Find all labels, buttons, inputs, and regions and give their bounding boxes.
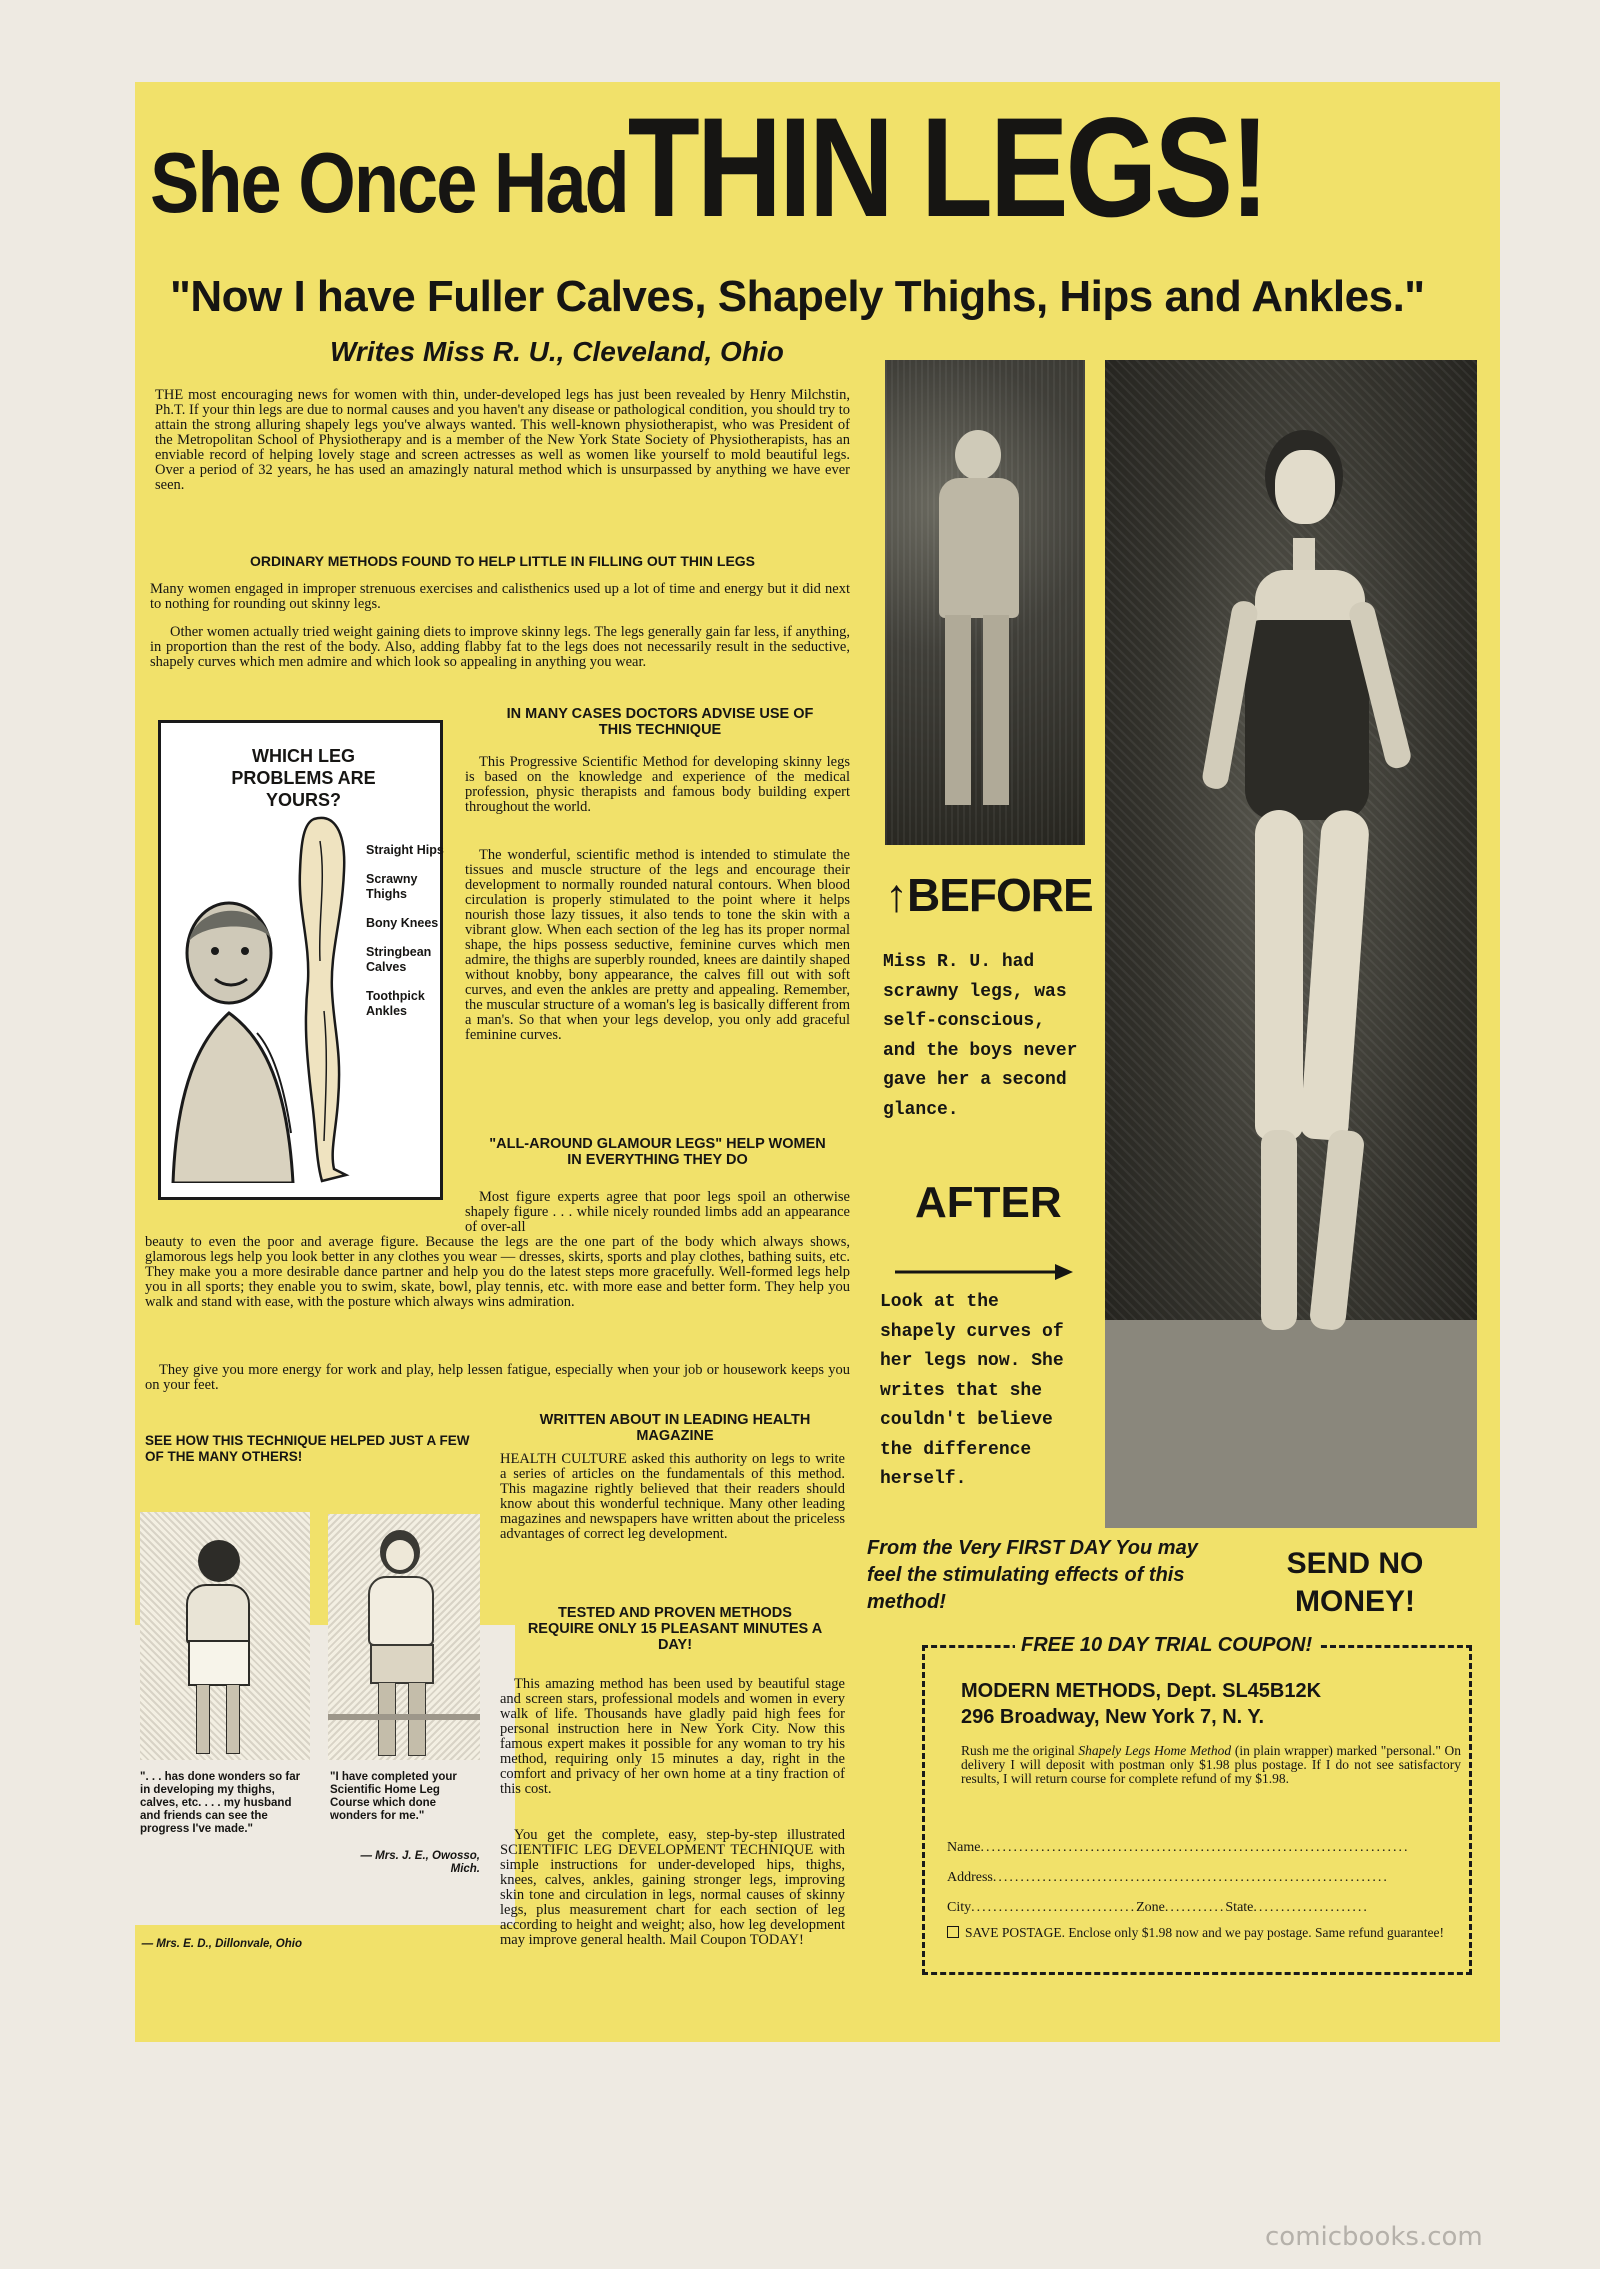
before-description: Miss R. U. had scrawny legs, was self-conscious, and the boys never gave her a second glance. <box>883 952 1078 1120</box>
coupon-text-start: Rush me the original <box>961 1743 1079 1758</box>
problem-item: Stringbean Calves <box>366 945 432 974</box>
section3-heading: "ALL-AROUND GLAMOUR LEGS" HELP WOMEN IN EVERYTHING THEY DO <box>489 1136 826 1168</box>
coupon-company: MODERN METHODS, Dept. SL45B12K <box>961 1680 1322 1702</box>
section3-p1a: Most figure experts agree that poor legs spoil an otherwise shapely figure . . . while nicely rounded limbs add an appearance of over-all <box>465 1189 850 1235</box>
leg-problems-list <box>366 843 446 1033</box>
first-day-tagline: From the Very FIRST DAY You may feel the stimulating effects of this method! <box>867 1537 1198 1613</box>
watermark: comicbooks.com <box>1265 2222 1483 2252</box>
intro-paragraph: THE most encouraging news for women with thin, under-developed legs has just been revealed by Henry Milchstin, Ph.T. If your thin legs are due to normal causes and you haven't any disease or pathological condition, you should try to attain the strong alluring shapely legs you've always wanted. This well-known physiotherapist, who was President of the Metropolitan School of Physiotherapy and is a member of the New York State Society of Physiotherapists, has an enviable record of helping lovely stage and screen actresses as well as women like yourself to mold beautiful legs. Over a period of 32 years, he has used an amazingly natural method which is unsurpassed by anything we have ever seen. <box>155 387 850 493</box>
problem-item: Toothpick Ankles <box>366 989 425 1018</box>
headline-part2: THIN LEGS! <box>627 88 1267 248</box>
city-label: City <box>947 1900 972 1915</box>
inset-title: WHICH LEG PROBLEMS ARE YOURS? <box>231 746 376 810</box>
section2-p2: The wonderful, scientific method is intended to stimulate the tissues and muscle structure of the legs and encourage their development to normally rounded natural contours. When blood circulation is properly stimulated to the point where it helps nourish those lazy tissues, it also tends to tone the skin with a vibrant glow. When each section of the leg has its proper normal shape, the hips possess seductive, feminine curves which men admire, the thighs are superbly rounded, knees are daintily shaped without knobby, bony appearance, the calves fill out with soft curves, and even the ankles are pretty and appealing. Remember, the muscular structure of a woman's leg is basically different from a man's. So that when your legs develop, you only add graceful feminine curves. <box>465 847 850 1043</box>
section1-heading: ORDINARY METHODS FOUND TO HELP LITTLE IN FILLING OUT THIN LEGS <box>249 553 756 569</box>
coupon-header: FREE 10 DAY TRIAL COUPON! <box>1015 1634 1318 1657</box>
expert-portrait-icon <box>167 883 297 1183</box>
address-field[interactable]: Address........................................................................ <box>947 1870 1389 1885</box>
testimonial2-quote: "I have completed your Scientific Home Leg Course which done wonders for me." <box>330 1771 457 1822</box>
testimonial2-author: — Mrs. J. E., Owosso, Mich. <box>360 1850 480 1875</box>
save-postage-option[interactable] <box>947 1926 1462 1940</box>
coupon-text-end: (in plain wrapper) marked "personal." On delivery I will deposit with postman only $1.98 plus postage. If I do not see satisfactory results, I will return course for complete refund of my $1.98. <box>961 1743 1461 1786</box>
section6-heading: TESTED AND PROVEN METHODS REQUIRE ONLY 15 PLEASANT MINUTES A DAY! <box>527 1605 823 1653</box>
trial-coupon[interactable] <box>922 1634 1472 1975</box>
problem-item: Straight Hips <box>366 843 444 857</box>
up-arrow-icon: ↑ <box>885 869 907 921</box>
problem-item: Bony Knees <box>366 916 439 930</box>
zone-label: Zone <box>1136 1900 1165 1915</box>
coupon-order-text <box>961 1744 1461 1786</box>
before-label-text: BEFORE <box>907 869 1093 921</box>
section2-heading: IN MANY CASES DOCTORS ADVISE USE OF THIS TECHNIQUE <box>506 706 814 738</box>
testimonial1-quote: ". . . has done wonders so far in developing my thighs, calves, etc. . . . my husband and friends can see the progress I've made." <box>140 1771 301 1835</box>
after-label: AFTER <box>915 1178 1062 1227</box>
right-arrow-icon <box>895 1260 1075 1289</box>
section4-heading: SEE HOW THIS TECHNIQUE HELPED JUST A FEW OF THE MANY OTHERS! <box>145 1433 470 1464</box>
subheadline: "Now I have Fuller Calves, Shapely Thighs, Hips and Ankles." <box>170 272 1425 321</box>
section3-p2: They give you more energy for work and play, help lessen fatigue, especially when your job or housework keeps you on your feet. <box>145 1362 850 1393</box>
headline-part1: She Once Had <box>150 134 628 231</box>
city-zone-state-field[interactable]: City..............................Zone...........State..................... <box>947 1900 1369 1915</box>
section1-p1: Many women engaged in improper strenuous exercises and calisthenics used up a lot of time and energy but it did next to nothing for rounding out skinny legs. <box>150 581 850 612</box>
section1-p2: Other women actually tried weight gaining diets to improve skinny legs. The legs generally gain far less, if anything, in proportion than the rest of the body. Also, adding flabby fat to the legs does not necessarily result in the seductive, shapely curves which men admire and which look so appealing in anything you wear. <box>150 624 850 670</box>
section6-p1: This amazing method has been used by beautiful stage and screen stars, professional models and women in every walk of life. Thousands have gladly paid high fees for personal instruction here in New York City. Now this famous expert makes it possible for any woman to try his method, requiring only 15 minutes a day, right in the comfort and privacy of her own home at a tiny fraction of this cost. <box>500 1676 845 1797</box>
state-label: State <box>1225 1900 1254 1915</box>
leg-diagram-icon <box>286 811 366 1191</box>
section3-p1b: beauty to even the poor and average figure. Because the legs are the one part of the body which always shows, glamorous legs help you look better in any clothes you wear — dresses, skirts, sports and play clothes, bathing suits, etc. They make you a more desirable dance partner and help you do the latest steps more gracefully. Well-formed legs help you in all sports; they enable you to swim, skate, bowl, play tennis, etc. with more ease and better form. They help you walk and stand with ease, with the posture which always wins admiration. <box>145 1234 850 1310</box>
coupon-street: 296 Broadway, New York 7, N. Y. <box>961 1706 1265 1728</box>
problem-item: Scrawny Thighs <box>366 872 418 901</box>
before-photo <box>885 360 1085 845</box>
coupon-company-address <box>961 1678 1461 1730</box>
save-postage-text: SAVE POSTAGE. Enclose only $1.98 now and we pay postage. Same refund guarantee! <box>965 1925 1444 1940</box>
section5-p1: HEALTH CULTURE asked this authority on legs to write a series of articles on the fundamentals of this method. This magazine rightly believed that their readers should know about this wonderful technique. Many other leading magazines and newspapers have written about the priceless advantages of correct leg development. <box>500 1451 845 1542</box>
section2-p1: This Progressive Scientific Method for developing skinny legs is based on the knowledge and experience of the medical profession, physic therapists and famous body building expert throughout the world. <box>465 754 850 815</box>
byline: Writes Miss R. U., Cleveland, Ohio <box>330 336 784 367</box>
name-label: Name <box>947 1840 981 1855</box>
testimonial1-photo <box>140 1512 310 1760</box>
headline <box>150 88 1495 250</box>
section6-p2: You get the complete, easy, step-by-step illustrated SCIENTIFIC LEG DEVELOPMENT TECHNIQUE with simple instructions for under-developed hips, thighs, knees, calves, ankles, gaining stronger legs, improving skin tone and circulation in legs, normal causes of skinny legs, plus measurement chart for each section of leg according to height and weight; also, how leg development may improve general health. Mail Coupon TODAY! <box>500 1827 845 1948</box>
testimonial2-photo <box>328 1514 480 1760</box>
after-description: Look at the shapely curves of her legs now. She writes that she couldn't believe the difference herself. <box>880 1292 1064 1489</box>
leg-problems-inset <box>158 720 443 1200</box>
testimonial1-author: — Mrs. E. D., Dillonvale, Ohio <box>141 1938 302 1950</box>
section5-heading: WRITTEN ABOUT IN LEADING HEALTH MAGAZINE <box>539 1412 811 1444</box>
name-field[interactable]: Name.............................................................................. <box>947 1840 1410 1855</box>
address-label: Address <box>947 1870 993 1885</box>
after-photo <box>1105 360 1477 1528</box>
coupon-product-title: Shapely Legs Home Method <box>1078 1743 1232 1758</box>
checkbox-icon[interactable] <box>947 1926 959 1938</box>
before-label <box>885 868 1093 922</box>
send-no-money: SEND NO MONEY! <box>1286 1547 1424 1618</box>
